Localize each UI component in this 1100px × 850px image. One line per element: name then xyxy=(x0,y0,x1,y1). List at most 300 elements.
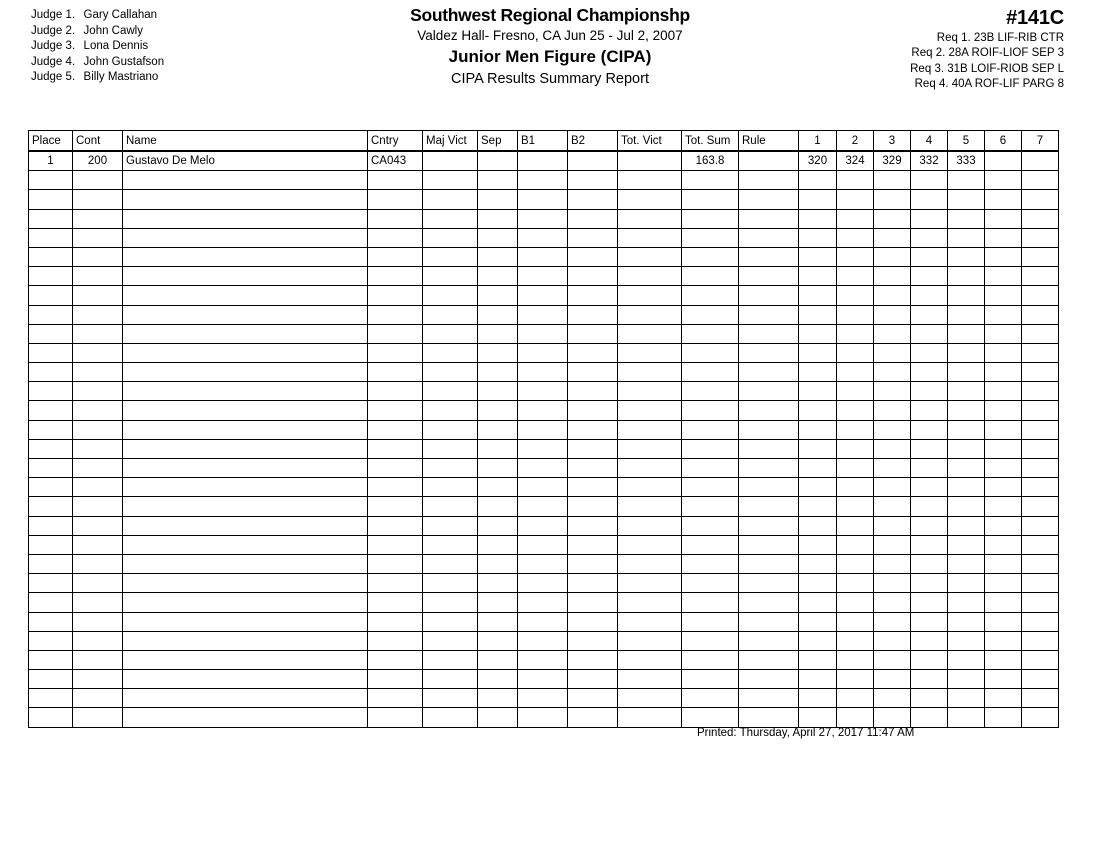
cell-totvict xyxy=(618,247,682,266)
cell-j7 xyxy=(1022,478,1059,497)
cell-b2 xyxy=(568,593,618,612)
cell-rule xyxy=(739,190,799,209)
cell-cntry: CA043 xyxy=(368,151,423,171)
cell-j2 xyxy=(837,459,874,478)
cell-totvict xyxy=(618,267,682,286)
cell-j2 xyxy=(837,267,874,286)
cell-j1 xyxy=(799,689,837,708)
column-header-cont: Cont xyxy=(73,131,123,152)
cell-sep xyxy=(478,324,518,343)
cell-j4 xyxy=(911,535,948,554)
table-row-empty[interactable] xyxy=(29,631,1059,650)
cell-b2 xyxy=(568,286,618,305)
cell-b1 xyxy=(518,497,568,516)
cell-totsum xyxy=(682,612,739,631)
cell-place xyxy=(29,401,73,420)
cell-majvict xyxy=(423,708,478,727)
cell-totvict xyxy=(618,574,682,593)
cell-j1 xyxy=(799,228,837,247)
cell-j7 xyxy=(1022,286,1059,305)
cell-j6 xyxy=(985,478,1022,497)
cell-place xyxy=(29,593,73,612)
judge-line xyxy=(31,39,164,55)
cell-j6 xyxy=(985,190,1022,209)
cell-cont: 200 xyxy=(73,151,123,171)
cell-j4 xyxy=(911,574,948,593)
cell-j3 xyxy=(874,689,911,708)
cell-cntry xyxy=(368,535,423,554)
cell-name xyxy=(123,478,368,497)
requirement-number: 4. xyxy=(938,78,949,91)
cell-b2 xyxy=(568,497,618,516)
cell-j6 xyxy=(985,708,1022,727)
report-subtitle: CIPA Results Summary Report xyxy=(451,71,649,87)
cell-rule xyxy=(739,612,799,631)
cell-sep xyxy=(478,343,518,362)
table-row-empty[interactable] xyxy=(29,516,1059,535)
cell-j4 xyxy=(911,612,948,631)
column-header-j2: 2 xyxy=(837,131,874,152)
requirement-text: 31B LOIF-RIOB SEP L xyxy=(947,62,1064,75)
cell-place xyxy=(29,459,73,478)
judge-label: Judge xyxy=(31,40,63,53)
cell-j4 xyxy=(911,689,948,708)
requirement-line xyxy=(910,46,1064,61)
cell-j2 xyxy=(837,516,874,535)
table-row-empty[interactable] xyxy=(29,420,1059,439)
cell-j1 xyxy=(799,247,837,266)
cell-totsum: 163.8 xyxy=(682,151,739,171)
cell-rule xyxy=(739,305,799,324)
table-row-empty[interactable] xyxy=(29,439,1059,458)
cell-rule xyxy=(739,574,799,593)
cell-b1 xyxy=(518,459,568,478)
cell-name xyxy=(123,689,368,708)
cell-j3 xyxy=(874,343,911,362)
cell-j3 xyxy=(874,305,911,324)
table-row-empty[interactable] xyxy=(29,382,1059,401)
cell-j4 xyxy=(911,267,948,286)
cell-j7 xyxy=(1022,228,1059,247)
cell-j5 xyxy=(948,459,985,478)
judge-line xyxy=(31,70,164,86)
cell-name xyxy=(123,305,368,324)
cell-cont xyxy=(73,305,123,324)
cell-j2 xyxy=(837,171,874,190)
judge-line xyxy=(31,8,164,24)
cell-j6 xyxy=(985,459,1022,478)
cell-majvict xyxy=(423,478,478,497)
cell-cont xyxy=(73,478,123,497)
cell-j5 xyxy=(948,478,985,497)
cell-totsum xyxy=(682,574,739,593)
cell-j6 xyxy=(985,343,1022,362)
cell-rule xyxy=(739,535,799,554)
table-row-empty[interactable] xyxy=(29,708,1059,727)
cell-j6 xyxy=(985,247,1022,266)
cell-rule xyxy=(739,228,799,247)
cell-j3 xyxy=(874,670,911,689)
requirements-list xyxy=(910,31,1064,93)
cell-totsum xyxy=(682,286,739,305)
cell-b2 xyxy=(568,151,618,171)
cell-b1 xyxy=(518,286,568,305)
cell-sep xyxy=(478,171,518,190)
table-row-empty[interactable] xyxy=(29,363,1059,382)
cell-j6 xyxy=(985,401,1022,420)
cell-name xyxy=(123,535,368,554)
cell-b2 xyxy=(568,650,618,669)
cell-j6 xyxy=(985,382,1022,401)
cell-b1 xyxy=(518,535,568,554)
cell-sep xyxy=(478,612,518,631)
cell-b2 xyxy=(568,247,618,266)
judge-name: Billy Mastriano xyxy=(83,71,159,84)
table-row-empty[interactable] xyxy=(29,209,1059,228)
printed-timestamp: Printed: Thursday, April 27, 2017 11:47 AM xyxy=(697,727,915,739)
cell-j6 xyxy=(985,324,1022,343)
cell-name xyxy=(123,343,368,362)
cell-b2 xyxy=(568,478,618,497)
cell-totvict xyxy=(618,343,682,362)
cell-place xyxy=(29,554,73,573)
column-header-b1: B1 xyxy=(518,131,568,152)
cell-rule xyxy=(739,247,799,266)
cell-sep xyxy=(478,228,518,247)
cell-totvict xyxy=(618,151,682,171)
cell-sep xyxy=(478,670,518,689)
cell-j1: 320 xyxy=(799,151,837,171)
cell-j6 xyxy=(985,363,1022,382)
table-row-empty[interactable] xyxy=(29,670,1059,689)
cell-j4 xyxy=(911,171,948,190)
cell-majvict xyxy=(423,650,478,669)
cell-majvict xyxy=(423,286,478,305)
cell-totvict xyxy=(618,631,682,650)
cell-j4 xyxy=(911,459,948,478)
cell-j6 xyxy=(985,286,1022,305)
cell-cntry xyxy=(368,478,423,497)
cell-j3 xyxy=(874,631,911,650)
cell-j4 xyxy=(911,228,948,247)
cell-j2 xyxy=(837,535,874,554)
cell-j1 xyxy=(799,439,837,458)
table-row-empty[interactable] xyxy=(29,247,1059,266)
cell-b2 xyxy=(568,382,618,401)
cell-cont xyxy=(73,228,123,247)
cell-j1 xyxy=(799,190,837,209)
cell-cont xyxy=(73,363,123,382)
table-row-empty[interactable] xyxy=(29,554,1059,573)
cell-rule xyxy=(739,209,799,228)
cell-name xyxy=(123,209,368,228)
cell-cntry xyxy=(368,267,423,286)
cell-j6 xyxy=(985,670,1022,689)
cell-cntry xyxy=(368,497,423,516)
cell-j3 xyxy=(874,420,911,439)
cell-j4 xyxy=(911,420,948,439)
cell-cntry xyxy=(368,343,423,362)
cell-j5 xyxy=(948,267,985,286)
cell-b2 xyxy=(568,554,618,573)
cell-j1 xyxy=(799,382,837,401)
cell-j3 xyxy=(874,497,911,516)
cell-b1 xyxy=(518,228,568,247)
cell-totsum xyxy=(682,708,739,727)
cell-totvict xyxy=(618,459,682,478)
cell-cntry xyxy=(368,631,423,650)
cell-j2 xyxy=(837,689,874,708)
cell-j7 xyxy=(1022,420,1059,439)
cell-j6 xyxy=(985,650,1022,669)
cell-place xyxy=(29,516,73,535)
cell-j7 xyxy=(1022,439,1059,458)
cell-place xyxy=(29,497,73,516)
cell-place xyxy=(29,286,73,305)
cell-majvict xyxy=(423,343,478,362)
column-header-j5: 5 xyxy=(948,131,985,152)
cell-j6 xyxy=(985,171,1022,190)
cell-j6 xyxy=(985,574,1022,593)
cell-majvict xyxy=(423,612,478,631)
cell-b2 xyxy=(568,459,618,478)
cell-j4 xyxy=(911,593,948,612)
cell-j2 xyxy=(837,439,874,458)
cell-majvict xyxy=(423,439,478,458)
cell-cont xyxy=(73,670,123,689)
requirement-line xyxy=(910,62,1064,77)
table-row[interactable] xyxy=(29,151,1059,171)
cell-b2 xyxy=(568,267,618,286)
requirement-line xyxy=(910,31,1064,46)
table-row-empty[interactable] xyxy=(29,267,1059,286)
judge-label: Judge xyxy=(31,9,63,21)
table-row-empty[interactable] xyxy=(29,286,1059,305)
requirements-block xyxy=(910,6,1064,93)
cell-name xyxy=(123,650,368,669)
requirement-number: 3. xyxy=(934,62,945,75)
cell-j1 xyxy=(799,363,837,382)
cell-totsum xyxy=(682,535,739,554)
cell-j3 xyxy=(874,286,911,305)
cell-totsum xyxy=(682,593,739,612)
cell-j1 xyxy=(799,535,837,554)
cell-j7 xyxy=(1022,459,1059,478)
cell-b2 xyxy=(568,420,618,439)
cell-b1 xyxy=(518,151,568,171)
cell-j6 xyxy=(985,593,1022,612)
table-row-empty[interactable] xyxy=(29,593,1059,612)
cell-place xyxy=(29,363,73,382)
cell-name xyxy=(123,286,368,305)
cell-b1 xyxy=(518,516,568,535)
cell-sep xyxy=(478,363,518,382)
table-row-empty[interactable] xyxy=(29,305,1059,324)
judge-name: Lona Dennis xyxy=(83,40,149,53)
table-row-empty[interactable] xyxy=(29,574,1059,593)
cell-place xyxy=(29,190,73,209)
requirement-text: 40A ROF-LIF PARG 8 xyxy=(951,78,1064,91)
table-row-empty[interactable] xyxy=(29,459,1059,478)
cell-totsum xyxy=(682,343,739,362)
cell-j2 xyxy=(837,228,874,247)
cell-totsum xyxy=(682,689,739,708)
cell-j5 xyxy=(948,209,985,228)
table-row-empty[interactable] xyxy=(29,171,1059,190)
event-number: #141C xyxy=(1006,7,1064,29)
cell-j2 xyxy=(837,382,874,401)
table-row-empty[interactable] xyxy=(29,401,1059,420)
table-row-empty[interactable] xyxy=(29,190,1059,209)
cell-totsum xyxy=(682,382,739,401)
cell-totvict xyxy=(618,228,682,247)
cell-majvict xyxy=(423,382,478,401)
cell-b2 xyxy=(568,708,618,727)
cell-j3 xyxy=(874,459,911,478)
cell-j4 xyxy=(911,670,948,689)
cell-j4 xyxy=(911,708,948,727)
cell-cntry xyxy=(368,554,423,573)
cell-majvict xyxy=(423,363,478,382)
cell-b1 xyxy=(518,324,568,343)
cell-name xyxy=(123,708,368,727)
cell-b2 xyxy=(568,171,618,190)
cell-place xyxy=(29,612,73,631)
table-row-empty[interactable] xyxy=(29,478,1059,497)
cell-cntry xyxy=(368,209,423,228)
cell-majvict xyxy=(423,593,478,612)
event-title: Junior Men Figure (CIPA) xyxy=(448,47,652,66)
cell-j4 xyxy=(911,478,948,497)
cell-j3 xyxy=(874,574,911,593)
cell-cont xyxy=(73,267,123,286)
cell-b2 xyxy=(568,612,618,631)
cell-j1 xyxy=(799,497,837,516)
cell-name xyxy=(123,554,368,573)
cell-name xyxy=(123,574,368,593)
cell-rule xyxy=(739,324,799,343)
cell-cont xyxy=(73,708,123,727)
cell-cntry xyxy=(368,382,423,401)
cell-j3 xyxy=(874,612,911,631)
cell-cntry xyxy=(368,305,423,324)
cell-majvict xyxy=(423,689,478,708)
cell-j2 xyxy=(837,478,874,497)
cell-b1 xyxy=(518,420,568,439)
cell-j3 xyxy=(874,650,911,669)
cell-rule xyxy=(739,171,799,190)
cell-totsum xyxy=(682,190,739,209)
cell-j3 xyxy=(874,228,911,247)
table-row-empty[interactable] xyxy=(29,324,1059,343)
column-header-j1: 1 xyxy=(799,131,837,152)
column-header-cntry: Cntry xyxy=(368,131,423,152)
cell-j1 xyxy=(799,324,837,343)
cell-j5 xyxy=(948,343,985,362)
cell-b2 xyxy=(568,305,618,324)
cell-j3 xyxy=(874,516,911,535)
cell-j5 xyxy=(948,401,985,420)
cell-name xyxy=(123,171,368,190)
column-header-b2: B2 xyxy=(568,131,618,152)
cell-totvict xyxy=(618,171,682,190)
cell-sep xyxy=(478,401,518,420)
cell-cntry xyxy=(368,324,423,343)
cell-j7 xyxy=(1022,497,1059,516)
table-row-empty[interactable] xyxy=(29,689,1059,708)
cell-cont xyxy=(73,401,123,420)
cell-name xyxy=(123,516,368,535)
cell-sep xyxy=(478,286,518,305)
cell-totsum xyxy=(682,497,739,516)
cell-j7 xyxy=(1022,670,1059,689)
cell-j6 xyxy=(985,516,1022,535)
cell-cntry xyxy=(368,516,423,535)
cell-sep xyxy=(478,478,518,497)
cell-sep xyxy=(478,593,518,612)
cell-b2 xyxy=(568,439,618,458)
cell-b1 xyxy=(518,267,568,286)
cell-b1 xyxy=(518,190,568,209)
cell-j6 xyxy=(985,420,1022,439)
cell-cont xyxy=(73,631,123,650)
table-row-empty[interactable] xyxy=(29,343,1059,362)
table-row-empty[interactable] xyxy=(29,612,1059,631)
judge-label: Judge xyxy=(31,55,63,68)
results-table-container xyxy=(28,130,1049,728)
table-row-empty[interactable] xyxy=(29,650,1059,669)
cell-j5 xyxy=(948,382,985,401)
cell-cont xyxy=(73,382,123,401)
cell-b1 xyxy=(518,401,568,420)
cell-cntry xyxy=(368,171,423,190)
table-row-empty[interactable] xyxy=(29,497,1059,516)
cell-j2 xyxy=(837,650,874,669)
cell-totsum xyxy=(682,631,739,650)
table-row-empty[interactable] xyxy=(29,535,1059,554)
cell-j7 xyxy=(1022,151,1059,171)
cell-majvict xyxy=(423,190,478,209)
judge-name: Gary Callahan xyxy=(83,9,158,21)
cell-j5 xyxy=(948,228,985,247)
cell-j4 xyxy=(911,631,948,650)
cell-cont xyxy=(73,247,123,266)
cell-j7 xyxy=(1022,401,1059,420)
cell-j4 xyxy=(911,209,948,228)
cell-name xyxy=(123,382,368,401)
cell-j4 xyxy=(911,324,948,343)
cell-j1 xyxy=(799,593,837,612)
cell-rule xyxy=(739,708,799,727)
cell-majvict xyxy=(423,631,478,650)
cell-b2 xyxy=(568,324,618,343)
cell-b2 xyxy=(568,209,618,228)
cell-totsum xyxy=(682,228,739,247)
cell-totsum xyxy=(682,554,739,573)
cell-b2 xyxy=(568,401,618,420)
cell-totsum xyxy=(682,267,739,286)
cell-j4 xyxy=(911,247,948,266)
cell-majvict xyxy=(423,670,478,689)
cell-j4 xyxy=(911,190,948,209)
table-row-empty[interactable] xyxy=(29,228,1059,247)
cell-totvict xyxy=(618,497,682,516)
cell-j6 xyxy=(985,151,1022,171)
cell-j2 xyxy=(837,305,874,324)
cell-rule xyxy=(739,670,799,689)
requirement-label: Req xyxy=(936,32,958,44)
cell-majvict xyxy=(423,459,478,478)
